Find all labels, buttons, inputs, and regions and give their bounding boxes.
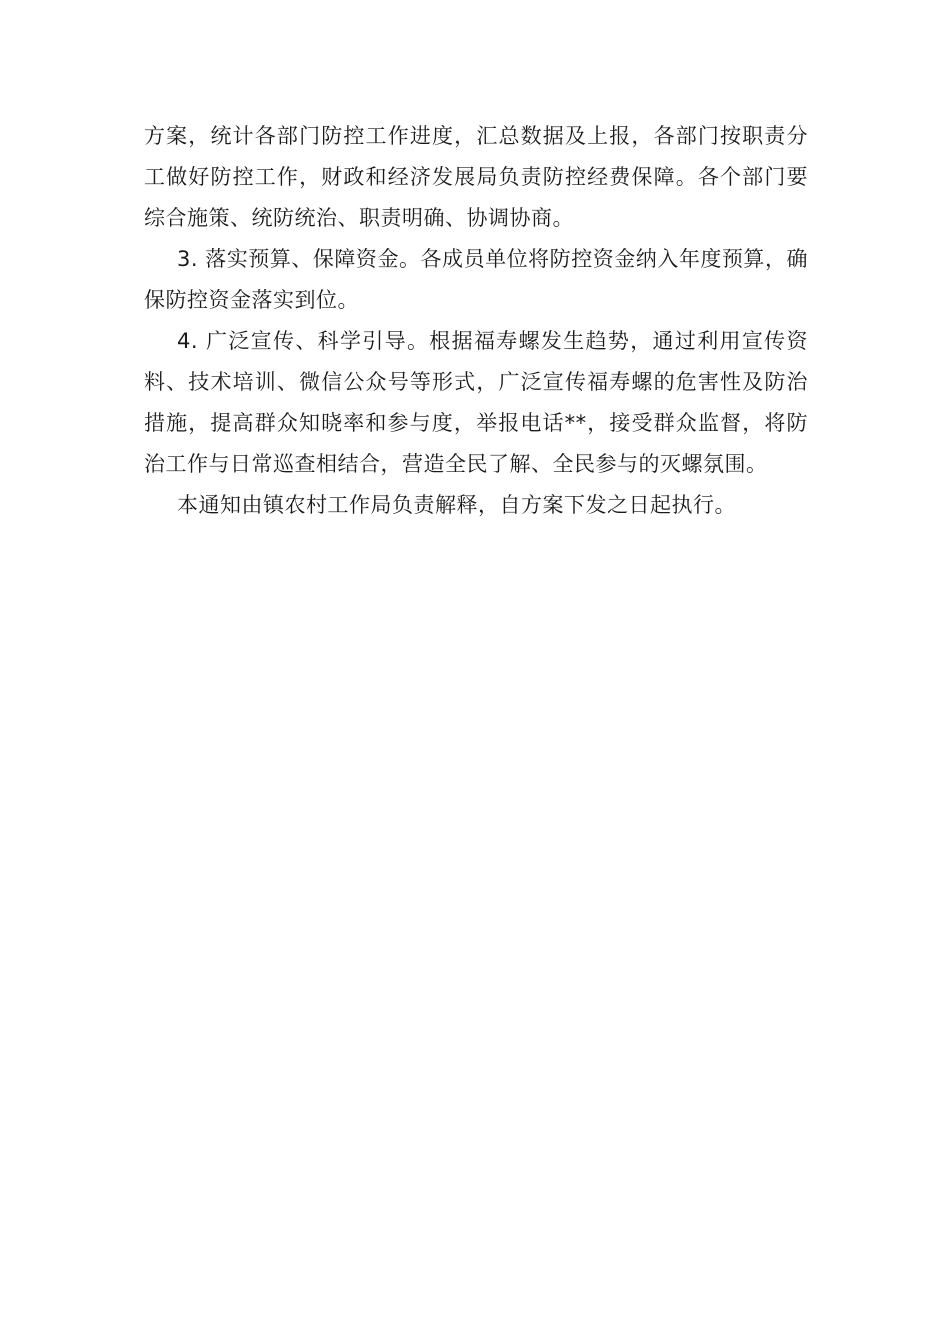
paragraph-closing: 本通知由镇农村工作局负责解释，自方案下发之日起执行。	[177, 493, 736, 517]
document-body	[144, 116, 808, 526]
paragraph-continuation: 方案，统计各部门防控工作进度，汇总数据及上报，各部门按职责分工做好防控工作，财政和经济发展局负责防控经费保障。各个部门要综合施策、统防统治、职责明确、协调协商。	[144, 124, 808, 230]
paragraph-publicity: 4. 广泛宣传、科学引导。根据福寿螺发生趋势，通过利用宣传资料、技术培训、微信公众号等形式，广泛宣传福寿螺的危害性及防治措施，提高群众知晓率和参与度，举报电话**，接受群众监督，将防治工作与日常巡查相结合，营造全民了解、全民参与的灭螺氛围。	[144, 329, 808, 476]
paragraph-budget: 3. 落实预算、保障资金。各成员单位将防控资金纳入年度预算，确保防控资金落实到位。	[144, 247, 808, 312]
